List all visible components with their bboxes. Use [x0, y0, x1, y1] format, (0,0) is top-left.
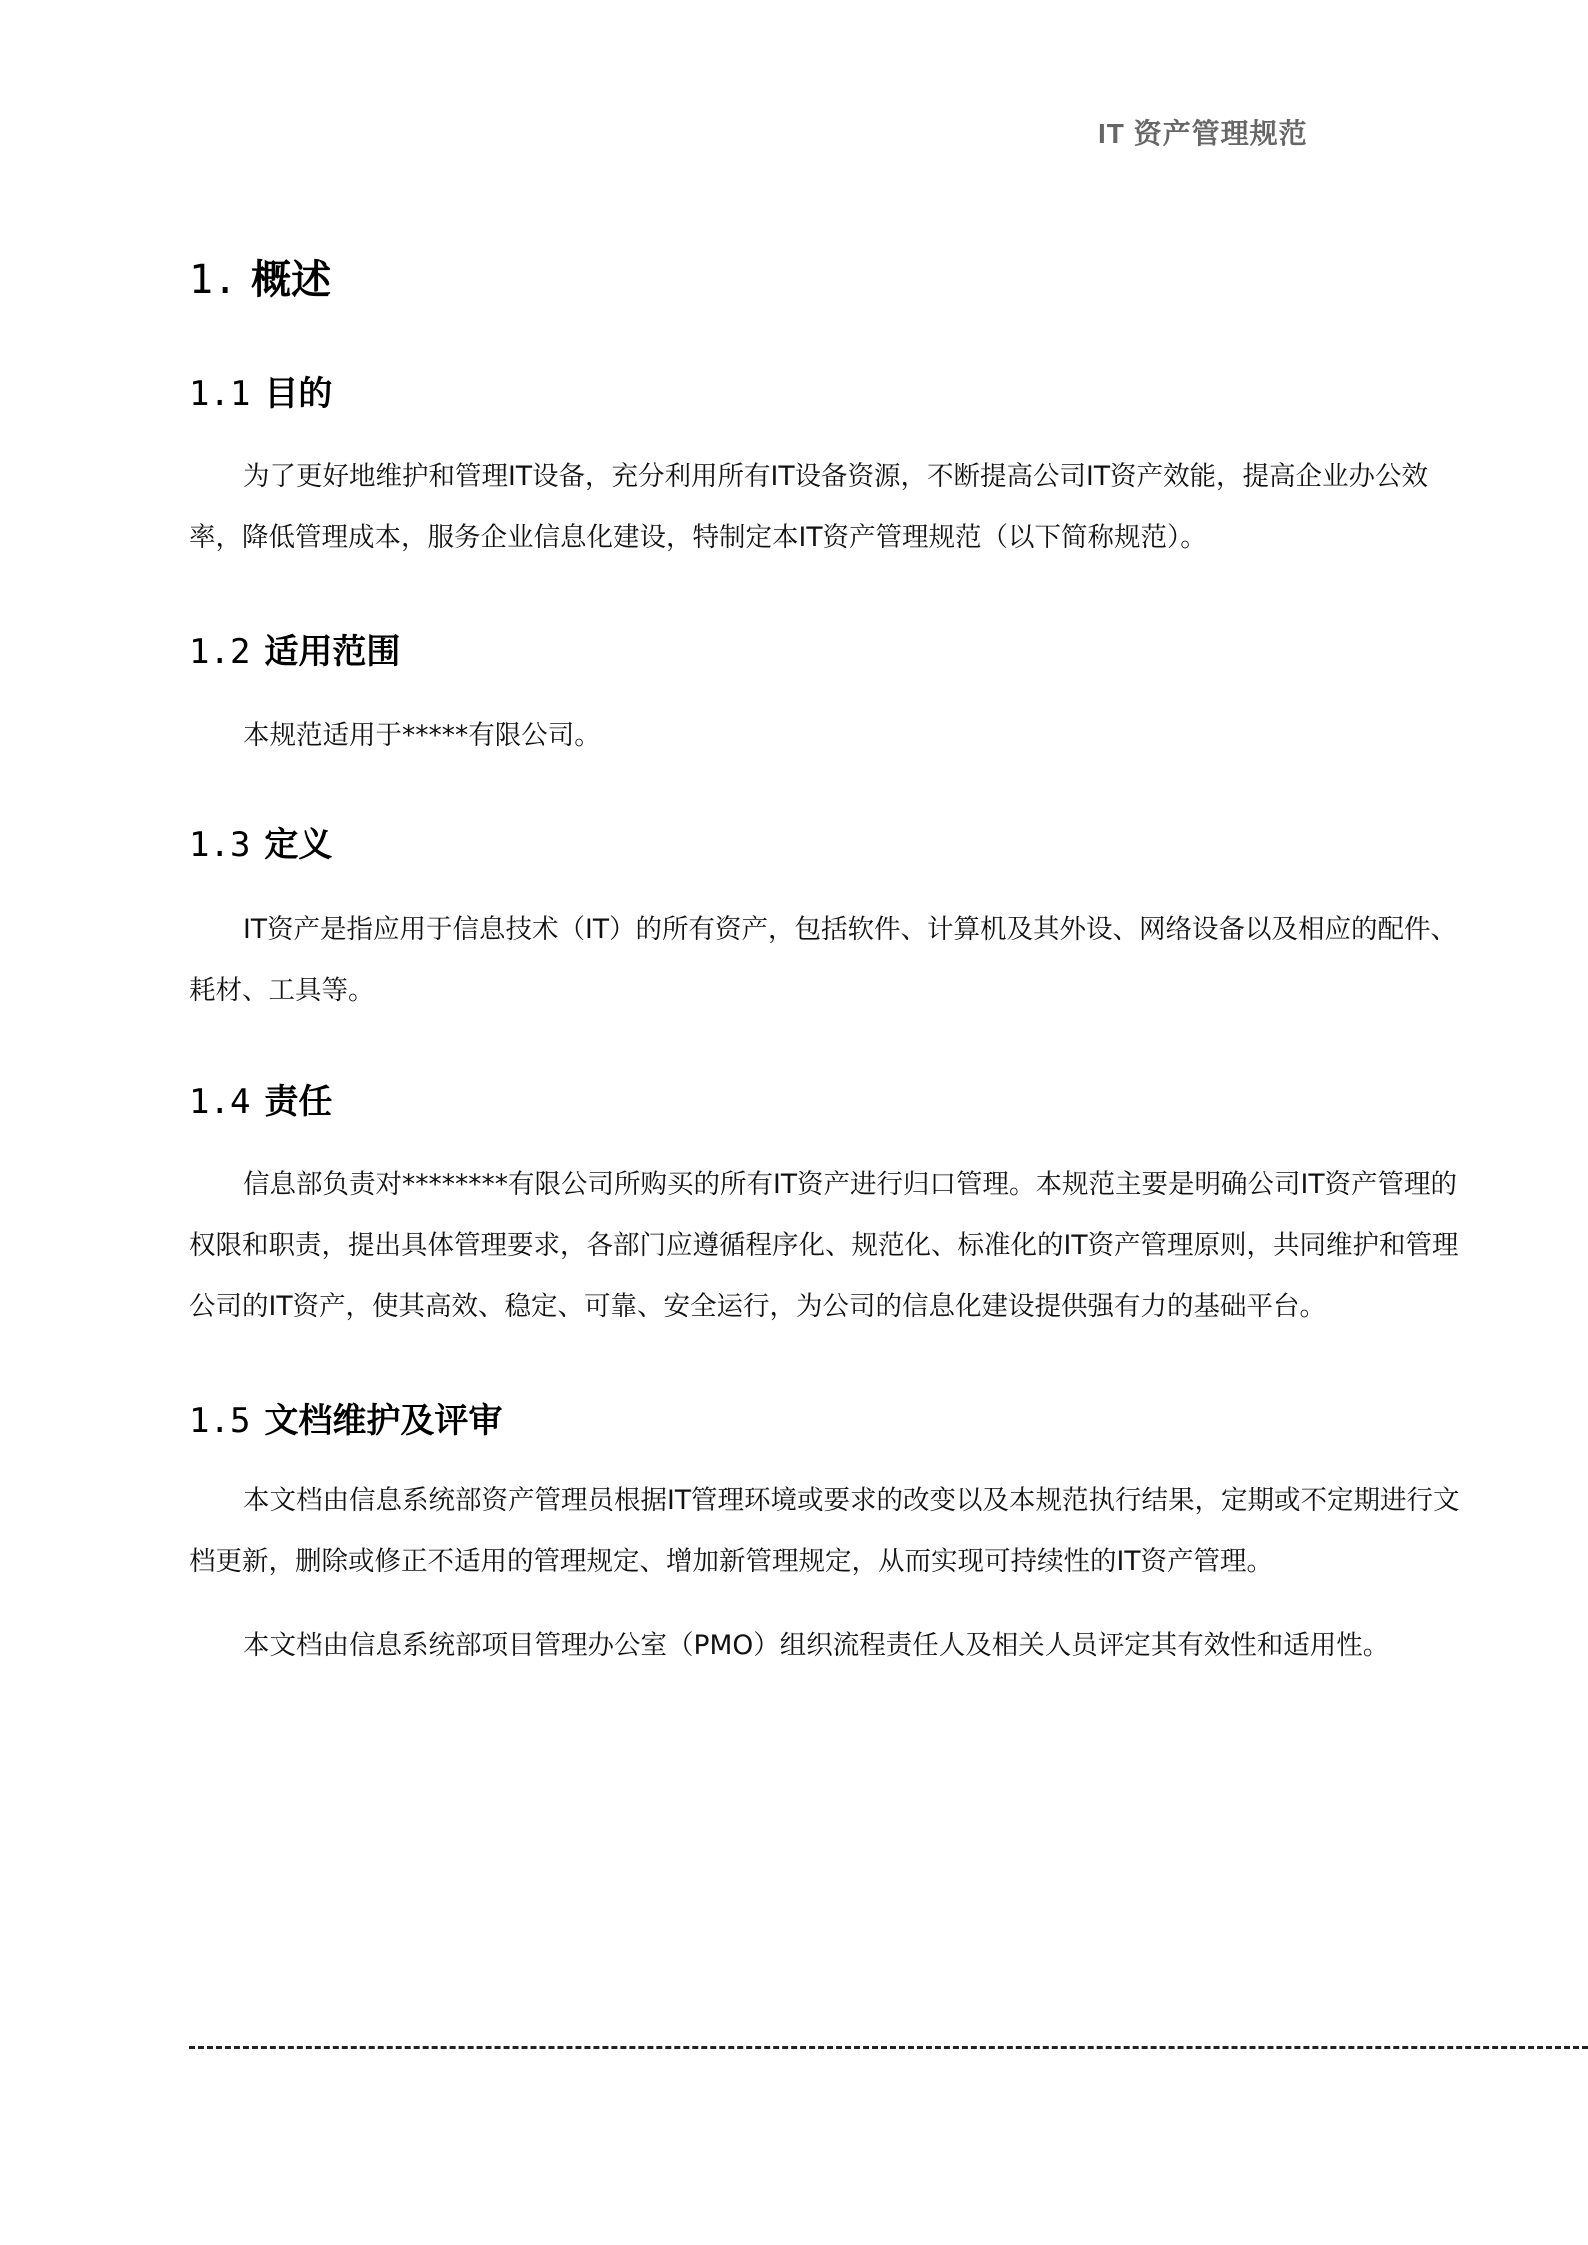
paragraph-responsibility: 信息部负责对********有限公司所购买的所有IT资产进行归口管理。本规范主要是明确公司IT资产管理的权限和职责，提出具体管理要求，各部门应遵循程序化、规范化、标准化的IT资产管理原则，共同维护和管理公司的IT资产，使其高效、稳定、可靠、安全运行，为公司的信息化建设提供强有力的基础平台。	[189, 1169, 1459, 1322]
heading-number: 1.4	[189, 1082, 251, 1122]
heading-number: 1.2	[189, 632, 251, 672]
heading-number: 1.1	[189, 374, 251, 414]
page-header-title: IT 资产管理规范	[1098, 118, 1308, 149]
heading-number: 1.5	[189, 1401, 251, 1441]
heading-text: 文档维护及评审	[264, 1401, 503, 1441]
paragraph-maintenance: 本文档由信息系统部资产管理员根据IT管理环境或要求的改变以及本规范执行结果，定期或不定期进行文档更新，删除或修正不适用的管理规定、增加新管理规定，从而实现可持续性的IT资产管理。	[189, 1485, 1460, 1577]
heading-text: 概述	[251, 257, 332, 303]
heading-text: 目的	[264, 374, 333, 414]
heading-text: 适用范围	[264, 632, 401, 672]
heading-number: 1.3	[189, 825, 251, 865]
heading-number: 1.	[189, 257, 238, 303]
paragraph-review: 本文档由信息系统部项目管理办公室（PMO）组织流程责任人及相关人员评定其有效性和适用性。	[243, 1630, 1390, 1661]
paragraph-purpose: 为了更好地维护和管理IT设备，充分利用所有IT设备资源，不断提高公司IT资产效能，提高企业办公效率，降低管理成本，服务企业信息化建设，特制定本IT资产管理规范（以下简称规范）。	[189, 461, 1429, 553]
heading-responsibility	[189, 1074, 332, 1123]
paragraph-definition: IT资产是指应用于信息技术（IT）的所有资产，包括软件、计算机及其外设、网络设备以及相应的配件、耗材、工具等。	[189, 914, 1458, 1006]
heading-definition	[189, 817, 332, 866]
heading-text: 责任	[264, 1082, 333, 1122]
heading-scope	[189, 624, 400, 673]
heading-text: 定义	[264, 825, 333, 865]
paragraph-scope: 本规范适用于*****有限公司。	[243, 720, 601, 751]
heading-purpose	[189, 366, 332, 415]
heading-document-maintenance	[189, 1393, 502, 1442]
heading-overview	[189, 248, 331, 305]
footer-dashed-divider	[189, 2046, 1588, 2049]
